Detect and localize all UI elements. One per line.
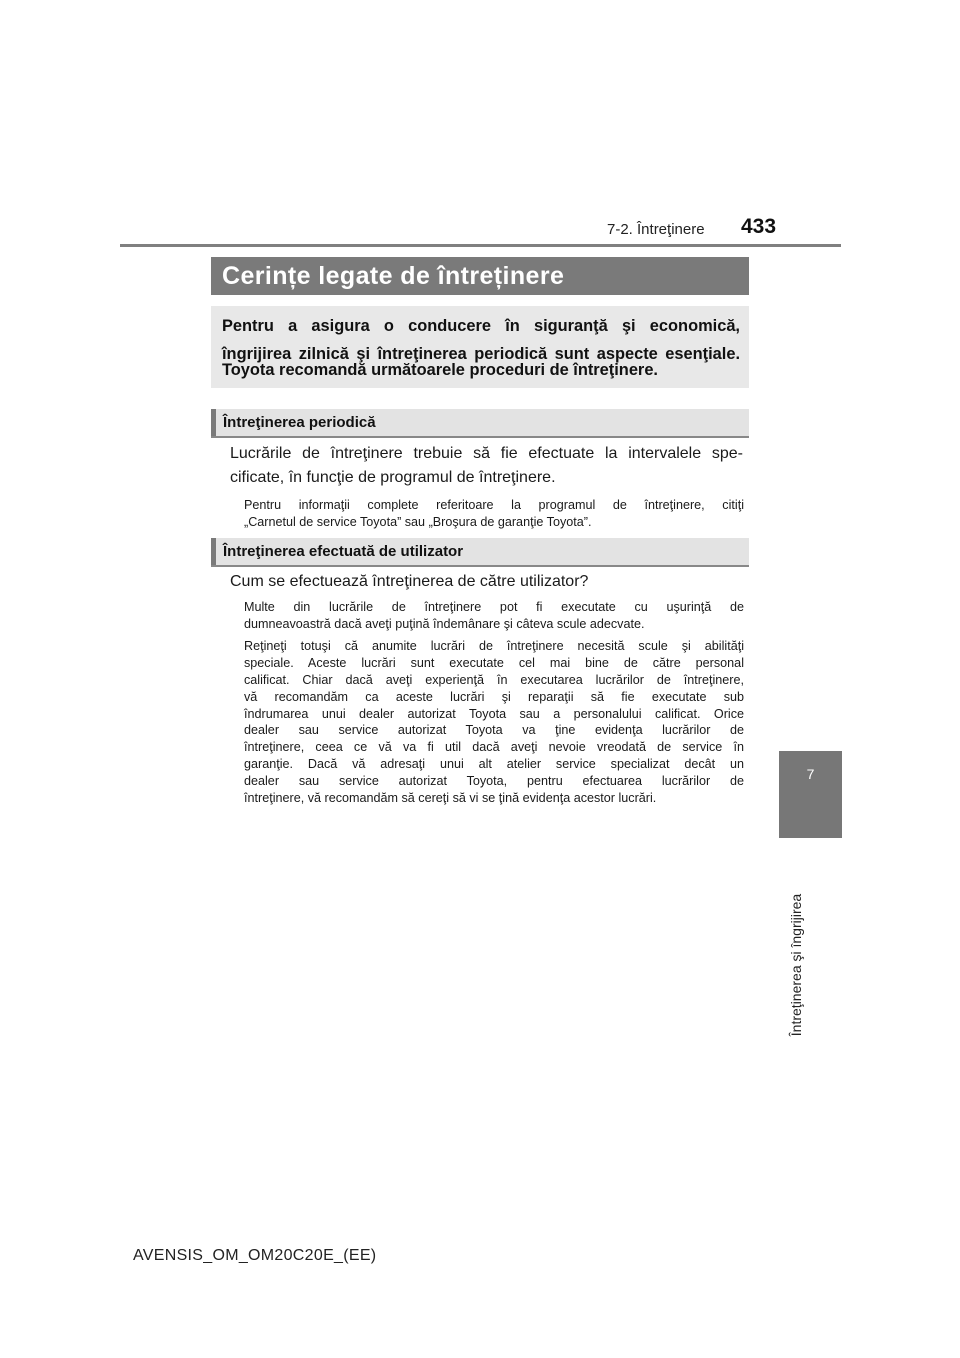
note-line: îndrumarea unui dealer autorizat Toyota sau a personalului calificat. Orice <box>244 707 744 721</box>
paragraph-line: Lucrările de întreţinere trebuie să fie efectuate la intervalele spe- <box>230 445 743 462</box>
section-heading-text: Întreţinerea efectuată de utilizator <box>223 543 464 560</box>
section-heading-accent <box>211 409 216 436</box>
paragraph-line: Cum se efectuează întreţinerea de către utilizator? <box>230 573 589 590</box>
section-heading-accent <box>211 538 216 565</box>
paragraph-line: cificate, în funcţie de programul de întreţinere. <box>230 469 556 486</box>
note-line: vă recomandăm ca aceste lucrări şi reparaţii să fie executate sub <box>244 690 744 704</box>
intro-line: Pentru a asigura o conducere în siguranţă şi economică, <box>222 317 740 335</box>
header-divider <box>120 244 841 247</box>
note-line: Reţineţi totuşi că anumite lucrări de întreţinere necesită scule şi abilităţi <box>244 639 744 653</box>
intro-line: Toyota recomandă următoarele proceduri de întreţinere. <box>222 361 658 379</box>
section-heading-periodic <box>211 409 749 438</box>
note-line: calificat. Chiar dacă aveţi experienţă în executarea lucrărilor de întreţinere, <box>244 673 744 687</box>
chapter-tab-number: 7 <box>806 766 815 782</box>
header-section-label: 7-2. Întreţinere <box>607 221 705 238</box>
page-title: Cerințe legate de întreținere <box>222 262 565 290</box>
chapter-side-label: Întreţinerea şi îngrijirea <box>788 893 804 1037</box>
note-line: dumneavoastră dacă aveţi puţină îndemânare şi câteva scule adecvate. <box>244 617 645 631</box>
page-number: 433 <box>741 215 777 238</box>
note-line: Multe din lucrările de întreţinere pot fi executate cu uşurinţă de <box>244 600 744 614</box>
intro-line: îngrijirea zilnică şi întreţinerea periodică sunt aspecte esenţiale. <box>222 345 740 363</box>
note-line: speciale. Aceste lucrări sunt executate cel mai bine de către personal <box>244 656 744 670</box>
footer-document-code: AVENSIS_OM_OM20C20E_(EE) <box>133 1247 377 1264</box>
note-line: „Carnetul de service Toyota” sau „Broşura de garanţie Toyota”. <box>244 515 592 529</box>
chapter-tab <box>779 751 842 838</box>
note-line: dealer sau service autorizat Toyota, pentru efectuarea lucrărilor de <box>244 774 744 788</box>
section-heading-user-maintenance <box>211 538 749 567</box>
section-heading-text: Întreţinerea periodică <box>223 414 376 431</box>
note-line: garanţie. Dacă vă adresaţi unui alt atelier service specializat decât un <box>244 757 744 771</box>
note-line: dealer sau service autorizat Toyota va ţine evidenţa lucrărilor de <box>244 723 744 737</box>
note-line: întreţinere, vă recomandăm să cereţi să vi se ţină evidenţa acestor lucrări. <box>244 791 657 805</box>
note-line: întreţinere, ceea ce vă va fi util dacă aveţi nevoie vreodată de service în <box>244 740 744 754</box>
note-line: Pentru informaţii complete referitoare la programul de întreţinere, citiţi <box>244 498 744 512</box>
